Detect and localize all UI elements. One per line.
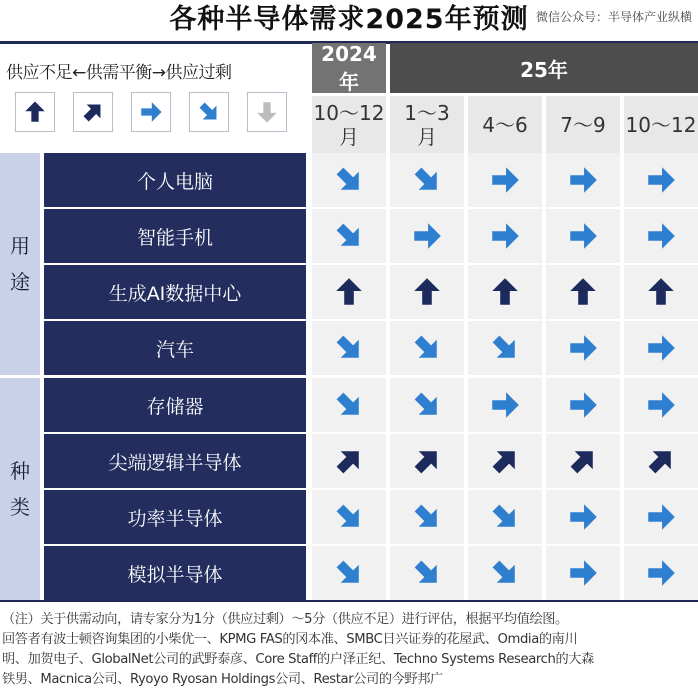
forecast-cell	[468, 209, 542, 263]
legend-item	[247, 92, 287, 132]
arrow-right-icon	[488, 163, 522, 197]
period-header	[390, 93, 464, 153]
arrow-up-right-icon	[644, 444, 678, 478]
forecast-cell	[468, 321, 542, 375]
arrow-down-right-icon	[332, 556, 366, 590]
forecast-cell	[624, 434, 698, 488]
arrow-right-icon	[410, 219, 444, 253]
period-header-label: 10～12 月	[313, 100, 385, 149]
footnote	[2, 610, 696, 690]
footnote-line: 铁男、Macnica公司、Ryoyo Ryosan Holdings公司、Restar公司的今野邦广	[2, 672, 443, 687]
arrow-right-icon	[644, 556, 678, 590]
row-label: 存储器	[44, 378, 306, 432]
arrow-up-icon	[410, 275, 444, 309]
arrow-right-icon	[488, 388, 522, 422]
forecast-cell	[390, 321, 464, 375]
period-header-label: 10～12	[625, 112, 697, 137]
arrow-right-icon	[644, 388, 678, 422]
forecast-cell	[390, 378, 464, 432]
arrow-down-right-icon	[196, 99, 222, 125]
year-header-25: 25年	[390, 43, 698, 93]
forecast-cell	[390, 490, 464, 544]
arrow-right-icon	[644, 331, 678, 365]
arrow-right-icon	[566, 556, 600, 590]
arrow-down-right-icon	[410, 388, 444, 422]
row-label: 功率半导体	[44, 490, 306, 544]
legend-item	[189, 92, 229, 132]
arrow-right-icon	[644, 163, 678, 197]
arrow-down-right-icon	[410, 500, 444, 534]
footnote-line: （注）关于供需动向，请专家分为1分（供应过剩）～5分（供应不足）进行评估，根据平均值绘图。	[2, 612, 568, 627]
period-header-label: 7～9	[560, 112, 606, 137]
arrow-up-icon	[488, 275, 522, 309]
forecast-cell	[390, 153, 464, 207]
bottom-rule	[0, 600, 698, 602]
arrow-down-right-icon	[410, 331, 444, 365]
forecast-cell	[390, 434, 464, 488]
arrow-down-right-icon	[332, 500, 366, 534]
arrow-up-icon	[22, 99, 48, 125]
arrow-right-icon	[138, 99, 164, 125]
forecast-cell	[546, 153, 620, 207]
forecast-cell	[546, 321, 620, 375]
row-label: 个人电脑	[44, 153, 306, 207]
forecast-cell	[468, 265, 542, 319]
forecast-cell	[312, 153, 386, 207]
forecast-cell	[546, 546, 620, 600]
arrow-down-right-icon	[332, 219, 366, 253]
forecast-cell	[468, 546, 542, 600]
arrow-down-right-icon	[488, 331, 522, 365]
legend-scale-label: 供应不足←供需平衡→供应过剩	[6, 63, 232, 83]
forecast-cell	[468, 153, 542, 207]
period-header-label: 4～6	[482, 112, 528, 137]
arrow-down-right-icon	[332, 388, 366, 422]
arrow-right-icon	[644, 219, 678, 253]
period-header	[312, 93, 386, 153]
forecast-cell	[546, 490, 620, 544]
arrow-up-right-icon	[488, 444, 522, 478]
arrow-right-icon	[566, 331, 600, 365]
forecast-cell	[624, 546, 698, 600]
arrow-up-right-icon	[80, 99, 106, 125]
arrow-right-icon	[566, 163, 600, 197]
forecast-cell	[624, 321, 698, 375]
legend-item	[73, 92, 113, 132]
forecast-cell	[390, 265, 464, 319]
arrow-right-icon	[644, 500, 678, 534]
period-header	[624, 93, 698, 153]
arrow-up-right-icon	[410, 444, 444, 478]
forecast-cell	[312, 434, 386, 488]
period-header	[546, 93, 620, 153]
year-header-2024: 2024年	[312, 43, 386, 93]
forecast-cell	[390, 209, 464, 263]
period-header-label: 1～3 月	[404, 100, 450, 149]
row-label: 智能手机	[44, 209, 306, 263]
arrow-down-right-icon	[488, 500, 522, 534]
forecast-cell	[624, 490, 698, 544]
arrow-right-icon	[488, 219, 522, 253]
forecast-cell	[624, 265, 698, 319]
forecast-cell	[546, 378, 620, 432]
watermark: 微信公众号：半导体产业纵横	[535, 10, 692, 24]
arrow-up-icon	[332, 275, 366, 309]
arrow-right-icon	[566, 219, 600, 253]
arrow-right-icon	[566, 500, 600, 534]
forecast-cell	[624, 378, 698, 432]
forecast-cell	[312, 546, 386, 600]
arrow-up-right-icon	[332, 444, 366, 478]
forecast-cell	[624, 153, 698, 207]
arrow-down-right-icon	[488, 556, 522, 590]
footnote-line: 回答者有波士顿咨询集团的小柴优一、KPMG FAS的冈本准、SMBC日兴证券的花屋武、Omdia的南川	[2, 632, 578, 647]
forecast-cell	[468, 490, 542, 544]
forecast-cell	[546, 265, 620, 319]
period-header	[468, 93, 542, 153]
arrow-up-icon	[644, 275, 678, 309]
forecast-cell	[624, 209, 698, 263]
arrow-down-right-icon	[332, 163, 366, 197]
arrow-up-right-icon	[566, 444, 600, 478]
arrow-down-right-icon	[410, 163, 444, 197]
forecast-cell	[312, 378, 386, 432]
arrow-down-right-icon	[410, 556, 444, 590]
forecast-cell	[312, 490, 386, 544]
category-type: 种 类	[0, 378, 40, 600]
page-title: 各种半导体需求2025年预测	[169, 4, 529, 35]
arrow-down-right-icon	[332, 331, 366, 365]
row-label: 生成AI数据中心	[44, 265, 306, 319]
arrow-right-icon	[566, 388, 600, 422]
forecast-cell	[312, 321, 386, 375]
forecast-cell	[546, 209, 620, 263]
legend-item	[131, 92, 171, 132]
arrow-down-icon	[254, 99, 280, 125]
arrow-up-icon	[566, 275, 600, 309]
footnote-line: 明、加贺电子、GlobalNet公司的武野泰彦、Core Staff的户泽正纪、Techno Systems Research的大森	[2, 652, 594, 667]
forecast-cell	[312, 265, 386, 319]
forecast-cell	[390, 546, 464, 600]
legend-item	[15, 92, 55, 132]
forecast-cell	[468, 378, 542, 432]
category-usage: 用 途	[0, 153, 40, 375]
row-label: 模拟半导体	[44, 546, 306, 600]
forecast-cell	[312, 209, 386, 263]
row-label: 汽车	[44, 321, 306, 375]
forecast-cell	[468, 434, 542, 488]
row-label: 尖端逻辑半导体	[44, 434, 306, 488]
forecast-cell	[546, 434, 620, 488]
